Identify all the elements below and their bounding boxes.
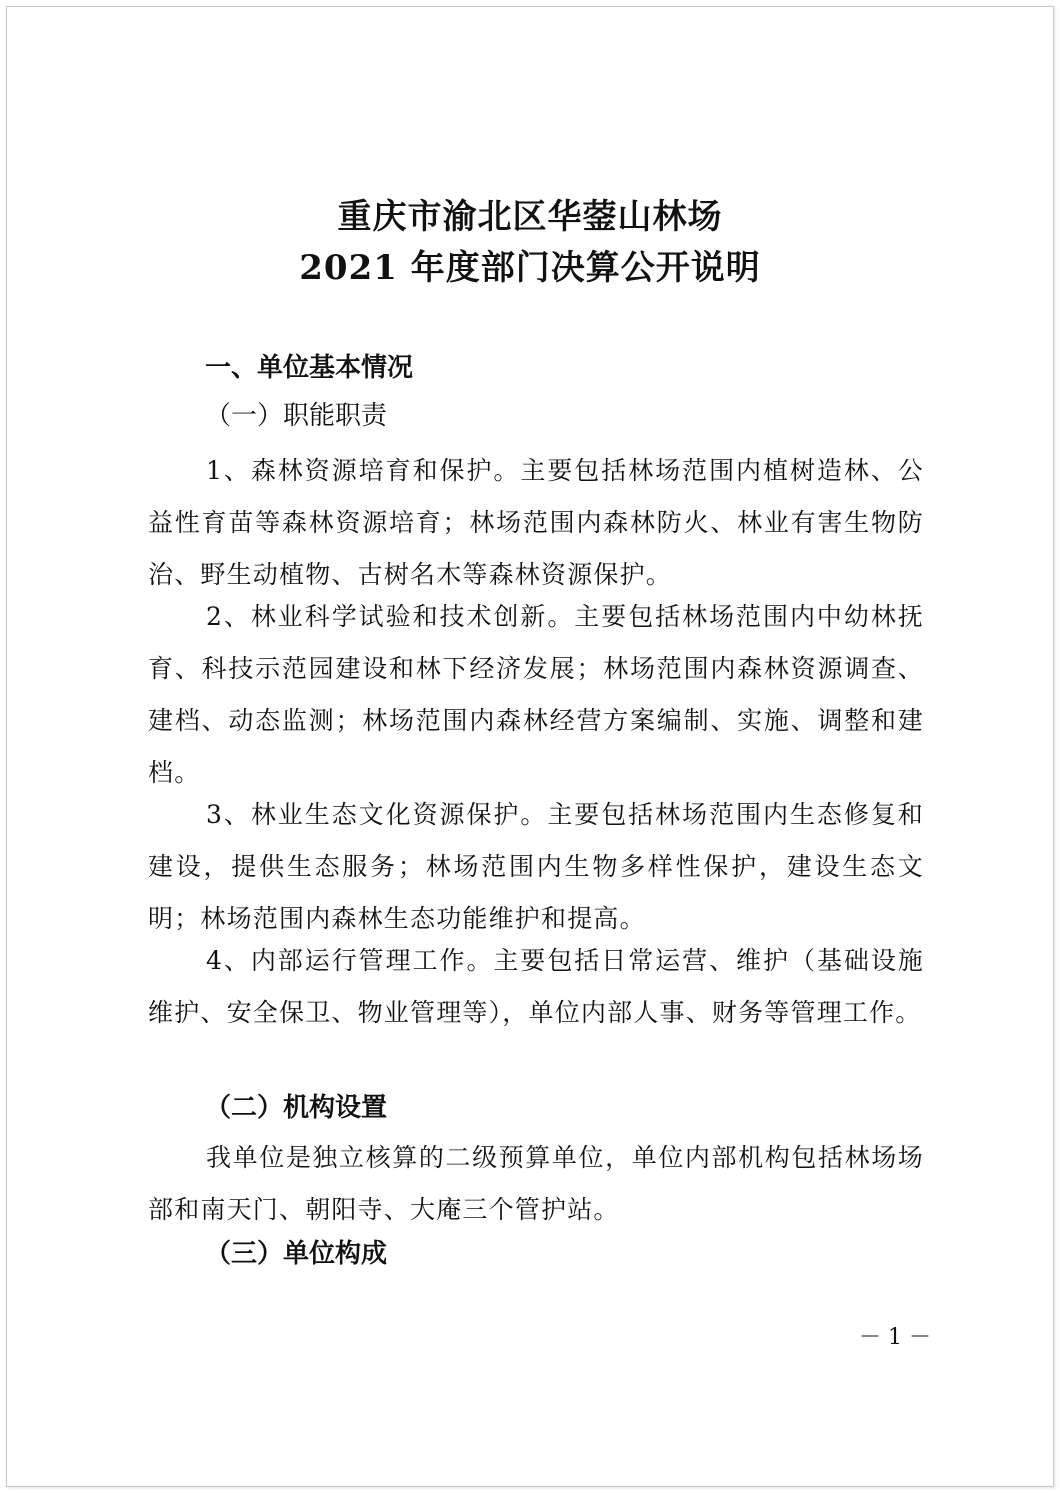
paragraph-function-1: 1、森林资源培育和保护。主要包括林场范围内植树造林、公益性育苗等森林资源培育；林场范围内森林防火、林业有害生物防治、野生动植物、古树名木等森林资源保护。 <box>148 456 924 589</box>
document-title-line2: 2021 年度部门决算公开说明 <box>299 248 761 288</box>
subsection-heading-functions: （一）职能职责 <box>205 401 388 431</box>
document-title-line1: 重庆市渝北区华蓥山林场 <box>337 197 723 237</box>
paragraph-function-2: 2、林业科学试验和技术创新。主要包括林场范围内中幼林抚育、科技示范园建设和林下经济发展；林场范围内森林资源调查、建档、动态监测；林场范围内森林经营方案编制、实施、调整和建档。 <box>148 602 924 787</box>
paragraph-function-4: 4、内部运行管理工作。主要包括日常运营、维护（基础设施维护、安全保卫、物业管理等），单位内部人事、财务等管理工作。 <box>148 946 924 1027</box>
paragraph-organization: 我单位是独立核算的二级预算单位，单位内部机构包括林场场部和南天门、朝阳寺、大庵三个管护站。 <box>148 1143 924 1224</box>
page-number: － 1 － <box>859 1325 931 1350</box>
section-heading-basic-info: 一、单位基本情况 <box>205 353 414 383</box>
paragraph-function-3: 3、林业生态文化资源保护。主要包括林场范围内生态修复和建设，提供生态服务；林场范围内生物多样性保护，建设生态文明；林场范围内森林生态功能维护和提高。 <box>148 800 924 933</box>
subsection-heading-composition: （三）单位构成 <box>205 1239 388 1269</box>
subsection-heading-organization: （二）机构设置 <box>205 1093 388 1123</box>
